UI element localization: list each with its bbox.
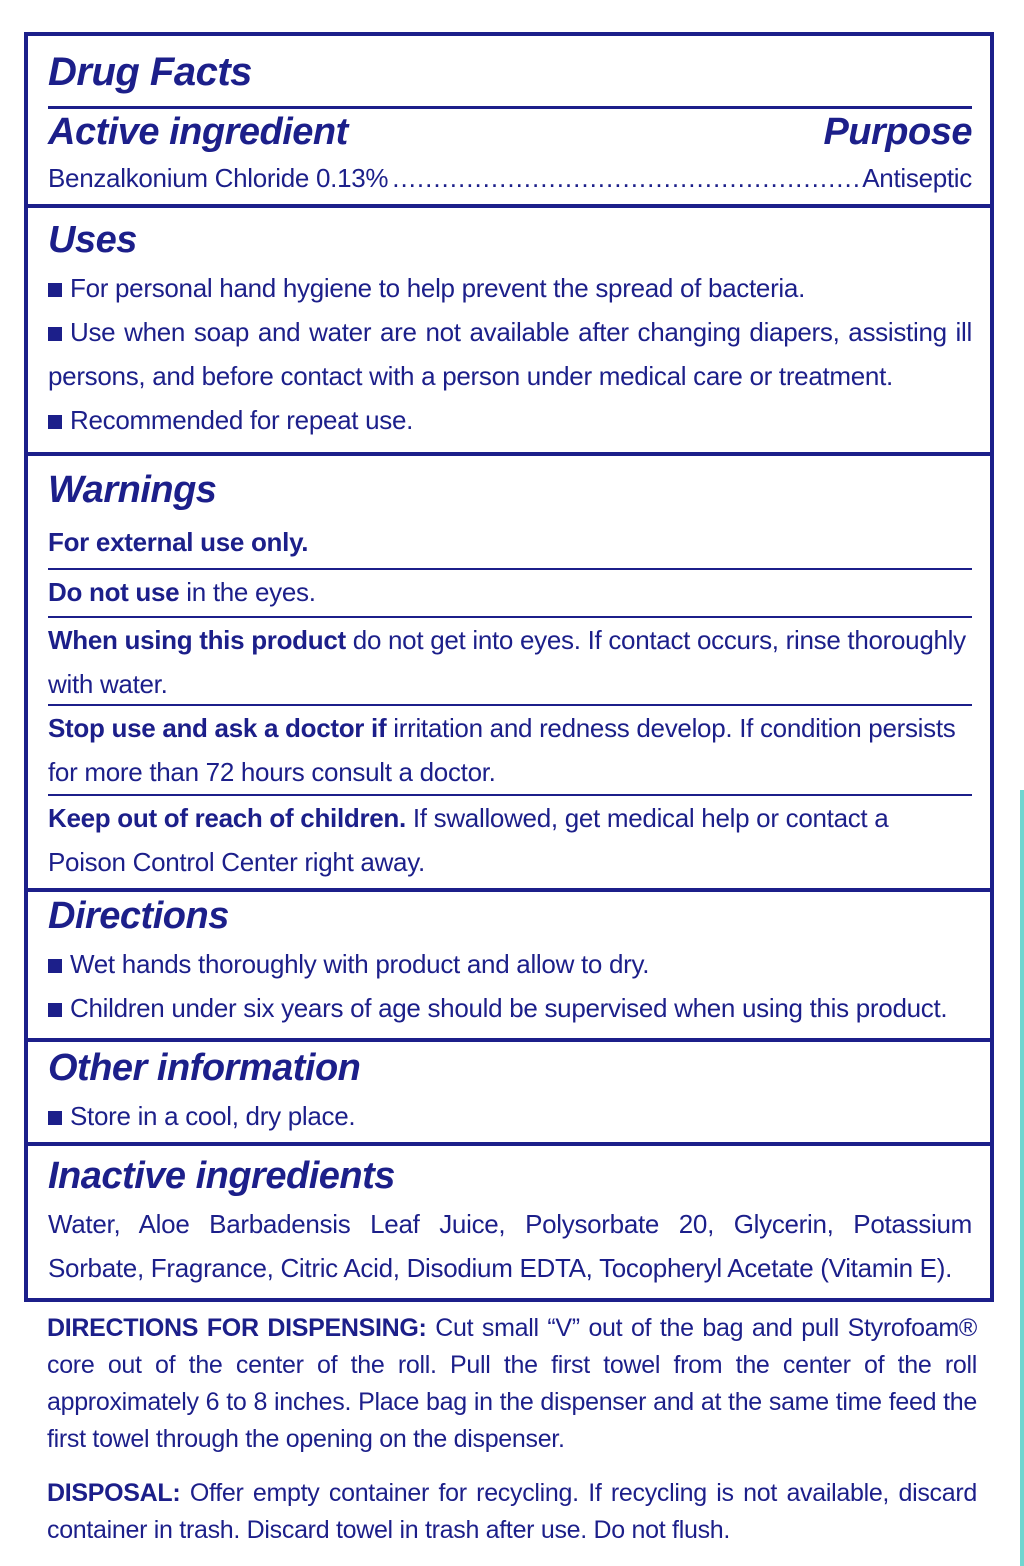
other-information-item: Store in a cool, dry place. — [48, 1094, 972, 1138]
inactive-ingredients-section — [28, 1142, 990, 1302]
disposal-text: Offer empty container for recycling. If recycling is not available, discard container in trash. Discard towel in trash after use. Do not flush. — [47, 1479, 977, 1544]
active-ingredient-heading: Active ingredient — [48, 111, 348, 153]
uses-item: For personal hand hygiene to help prevent the spread of bacteria. — [48, 266, 972, 310]
uses-item: Recommended for repeat use. — [48, 398, 972, 442]
drug-facts-panel — [24, 32, 994, 1302]
active-ingredient-row — [48, 160, 972, 196]
directions-heading: Directions — [48, 895, 229, 937]
bullet-icon — [48, 1111, 62, 1125]
bullet-icon — [48, 283, 62, 297]
inactive-ingredients-heading: Inactive ingredients — [48, 1155, 395, 1197]
warnings-section — [28, 452, 990, 892]
bullet-icon — [48, 1003, 62, 1017]
drug-facts-title: Drug Facts — [48, 50, 252, 94]
keep-out-warning: Keep out of reach of children. If swallowed, get medical help or contact a Poison Control Center right away. — [48, 803, 889, 877]
uses-item: Use when soap and water are not available after changing diapers, assisting ill persons, and before contact with a person under medical care or treatment. — [48, 317, 972, 391]
warnings-heading: Warnings — [48, 469, 217, 511]
active-header-row — [48, 110, 972, 154]
dispensing-directions — [47, 1310, 977, 1458]
directions-section — [28, 888, 990, 1042]
directions-item: Children under six years of age should be supervised when using this product. — [48, 986, 972, 1030]
disposal-instructions — [47, 1475, 977, 1549]
uses-heading: Uses — [48, 219, 137, 261]
dispensing-text: Cut small “V” out of the bag and pull Styrofoam® core out of the center of the roll. Pull the first towel from the center of the roll approximately 6 to 8 inches. Place bag in the dispenser and at the same time feed the first towel through the opening on the dispenser. — [47, 1314, 977, 1453]
uses-section — [28, 204, 990, 456]
when-using-warning: When using this product do not get into eyes. If contact occurs, rinse thoroughly with water. — [48, 625, 966, 699]
bullet-icon — [48, 415, 62, 429]
disposal-label: DISPOSAL: — [47, 1479, 181, 1507]
decorative-edge — [1020, 790, 1024, 1566]
other-information-heading: Other information — [48, 1047, 361, 1089]
other-information-section — [28, 1038, 990, 1146]
external-use-warning: For external use only. — [48, 527, 309, 557]
stop-use-warning: Stop use and ask a doctor if irritation and redness develop. If condition persists for more than 72 hours consult a doctor. — [48, 713, 956, 787]
active-ingredient-section — [28, 36, 990, 204]
do-not-use-warning: Do not use in the eyes. — [48, 577, 316, 607]
directions-item: Wet hands thoroughly with product and allow to dry. — [48, 942, 972, 986]
inactive-ingredients-list: Water, Aloe Barbadensis Leaf Juice, Polysorbate 20, Glycerin, Potassium Sorbate, Fragrance, Citric Acid, Disodium EDTA, Tocopheryl Acetate (Vitamin E). — [48, 1209, 972, 1283]
title-divider — [48, 106, 972, 109]
ingredient-purpose: Antiseptic — [862, 163, 972, 193]
uses-list — [48, 266, 972, 442]
directions-list — [48, 942, 972, 1030]
dot-leader — [392, 160, 858, 196]
purpose-heading: Purpose — [823, 111, 972, 153]
bullet-icon — [48, 327, 62, 341]
bullet-icon — [48, 959, 62, 973]
dispensing-label: DIRECTIONS FOR DISPENSING: — [47, 1314, 427, 1342]
ingredient-name: Benzalkonium Chloride 0.13% — [48, 163, 389, 193]
